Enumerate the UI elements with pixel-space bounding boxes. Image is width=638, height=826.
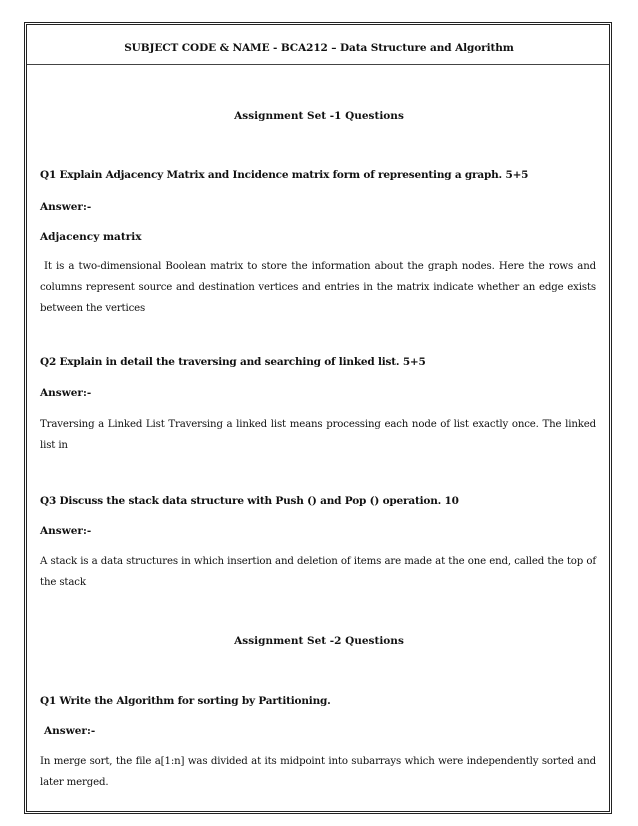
set1-q2-answer-label: Answer:-	[40, 387, 92, 399]
page-header: SUBJECT CODE & NAME - BCA212 – Data Structure and Algorithm	[124, 42, 514, 54]
set2-title: Assignment Set -2 Questions	[234, 635, 404, 647]
set1-q1-subheading: Adjacency matrix	[40, 231, 142, 243]
set1-q3-answer-label: Answer:-	[40, 525, 92, 537]
set1-q1-answer-label: Answer:-	[40, 201, 92, 213]
set1-q2-question: Q2 Explain in detail the traversing and searching of linked list. 5+5	[40, 356, 426, 368]
set1-q1-answer-text: It is a two-dimensional Boolean matrix to store the information about the graph nodes. Here the rows and columns represent source and destination vertices and entries in the matrix indicate whether an edge exists between the vertices	[40, 261, 596, 314]
set2-q1-question: Q1 Write the Algorithm for sorting by Partitioning.	[40, 695, 331, 707]
header-rule	[27, 64, 609, 65]
set1-q3-answer-text: A stack is a data structures in which insertion and deletion of items are made at the one end, called the top of the stack	[40, 556, 596, 588]
set1-q2-answer-text: Traversing a Linked List Traversing a linked list means processing each node of list exactly once. The linked list in	[40, 419, 596, 451]
set2-q1-answer-text: In merge sort, the file a[1:n] was divided at its midpoint into subarrays which were independently sorted and later merged.	[40, 756, 596, 788]
set1-q3-question: Q3 Discuss the stack data structure with Push () and Pop () operation. 10	[40, 495, 459, 507]
set1-q1-question: Q1 Explain Adjacency Matrix and Incidence matrix form of representing a graph. 5+5	[40, 169, 529, 181]
set1-title: Assignment Set -1 Questions	[234, 110, 404, 122]
set2-q1-answer-label: Answer:-	[44, 725, 96, 737]
